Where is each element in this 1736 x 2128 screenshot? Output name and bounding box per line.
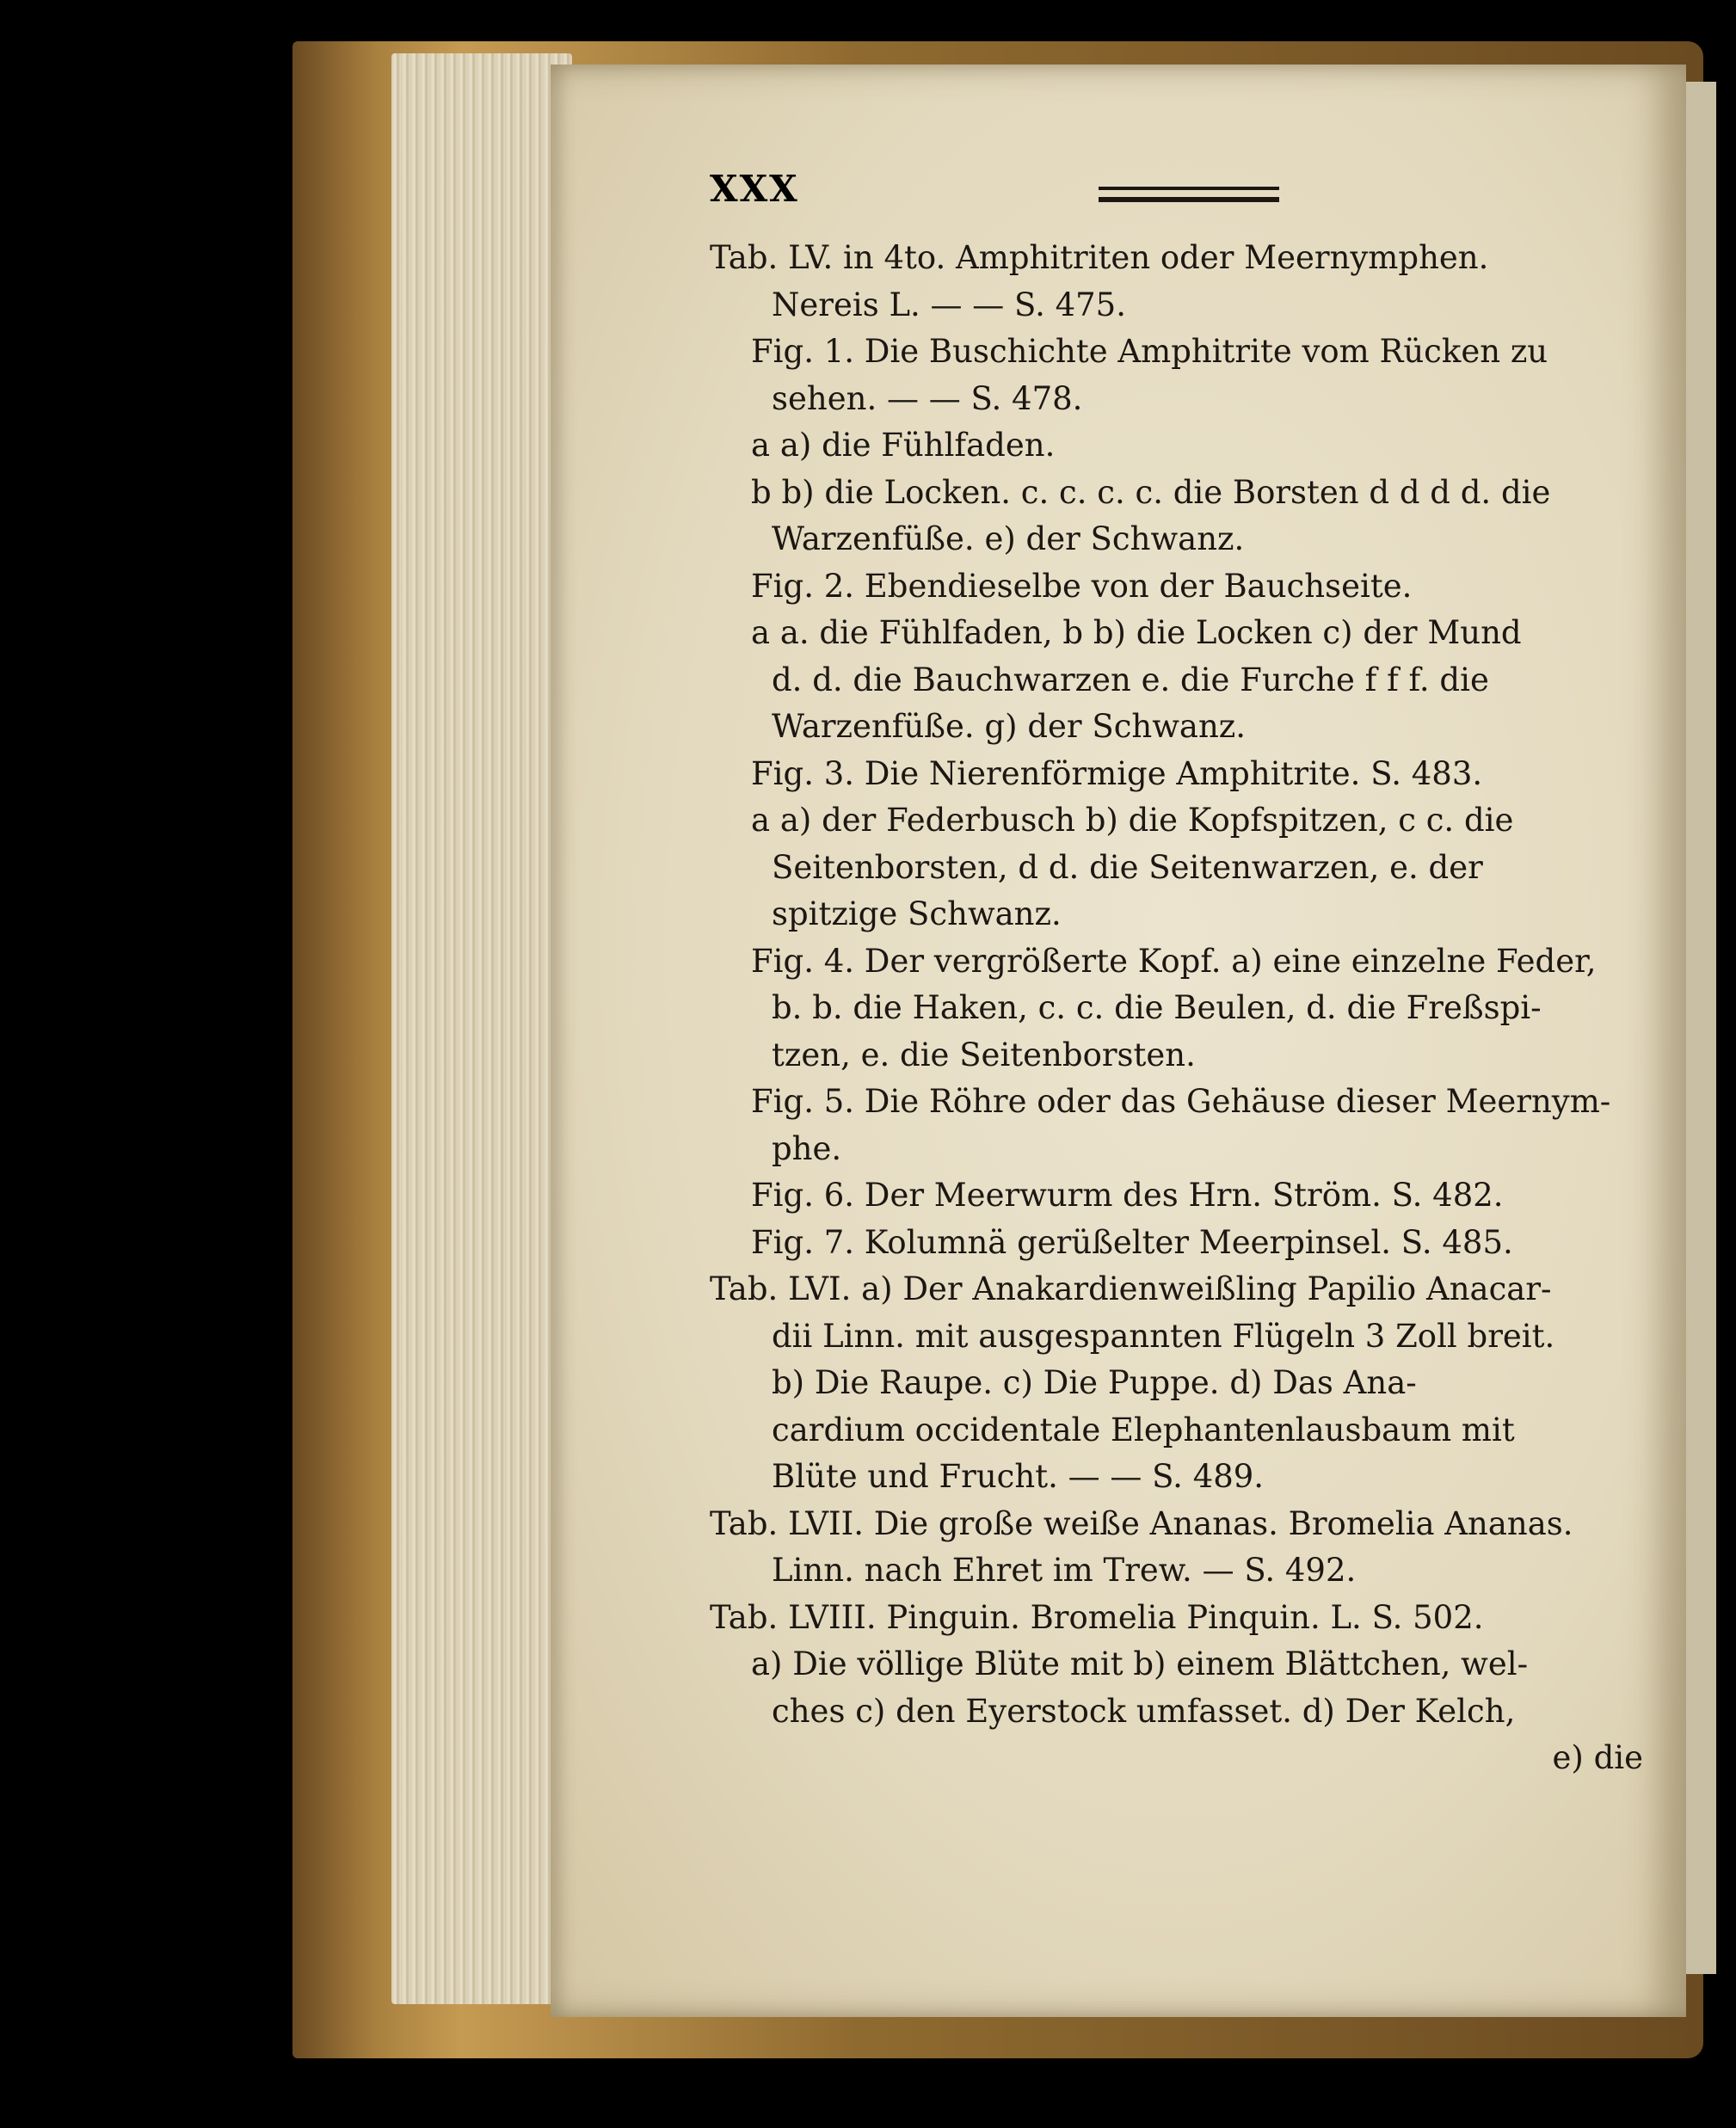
header-rule-thin (1099, 187, 1279, 190)
text-line: tzen, e. die Seitenborsten. (772, 1036, 1196, 1073)
text-line: Tab. LVIII. Pinguin. Bromelia Pinquin. L. S. 502. (710, 1598, 1484, 1636)
text-line: phe. (772, 1129, 842, 1167)
text-line: Fig. 1. Die Buschichte Amphitrite vom Rücken zu (751, 333, 1548, 370)
text-line: Fig. 4. Der vergrößerte Kopf. a) eine einzelne Feder, (751, 942, 1597, 980)
text-line: Fig. 5. Die Röhre oder das Gehäuse dieser Meernym- (751, 1083, 1611, 1120)
text-line: Fig. 3. Die Nierenförmige Amphitrite. S. 483. (751, 754, 1483, 792)
text-line: Tab. LV. in 4to. Amphitriten oder Meernymphen. (710, 239, 1489, 276)
text-line: Tab. LVI. a) Der Anakardienweißling Papilio Anacar- (710, 1270, 1552, 1307)
text-line: Warzenfüße. g) der Schwanz. (772, 708, 1247, 745)
text-line: Tab. LVII. Die große weiße Ananas. Bromelia Ananas. (710, 1504, 1573, 1542)
text-line: Linn. nach Ehret im Trew. — S. 492. (772, 1552, 1357, 1589)
text-line: spitzige Schwanz. (772, 895, 1062, 932)
text-line: Fig. 7. Kolumnä gerüßelter Meerpinsel. S. 485. (751, 1223, 1513, 1261)
text-line: a a) die Fühlfaden. (751, 427, 1056, 464)
text-line: Warzenfüße. e) der Schwanz. (772, 520, 1245, 557)
page-number: XXX (710, 168, 799, 210)
text-line: sehen. — — S. 478. (772, 379, 1083, 417)
header-rule-thick (1099, 197, 1279, 202)
text-line: a a. die Fühlfaden, b b) die Locken c) der Mund (751, 614, 1522, 651)
text-line: b) Die Raupe. c) Die Puppe. d) Das Ana- (772, 1364, 1417, 1401)
text-line: dii Linn. mit ausgespannten Flügeln 3 Zoll breit. (772, 1317, 1555, 1355)
text-line: a a) der Federbusch b) die Kopfspitzen, c c. die (751, 802, 1514, 839)
text-line: b. b. die Haken, c. c. die Beulen, d. die Freßspi- (772, 989, 1542, 1026)
page-edges (391, 53, 572, 2004)
text-line: ches c) den Eyerstock umfasset. d) Der Kelch, (772, 1692, 1516, 1730)
text-lines (710, 235, 1643, 1782)
text-line: b b) die Locken. c. c. c. c. die Borsten d d d d. die (751, 473, 1551, 511)
text-line: cardium occidentale Elephantenlausbaum mit (772, 1411, 1515, 1448)
text-line: Fig. 6. Der Meerwurm des Hrn. Ström. S. 482. (751, 1177, 1504, 1214)
page-header (710, 168, 1643, 219)
text-line: d. d. die Bauchwarzen e. die Furche f f f. die (772, 661, 1489, 698)
text-line: a) Die völlige Blüte mit b) einem Blättchen, wel- (751, 1645, 1529, 1682)
text-line: e) die (1552, 1739, 1643, 1776)
text-line: Fig. 2. Ebendieselbe von der Bauchseite. (751, 567, 1413, 605)
text-line: Nereis L. — — S. 475. (772, 286, 1126, 323)
book-page (551, 65, 1686, 2017)
text-line: Blüte und Frucht. — — S. 489. (772, 1458, 1265, 1495)
text-line: Seitenborsten, d d. die Seitenwarzen, e. der (772, 848, 1483, 886)
